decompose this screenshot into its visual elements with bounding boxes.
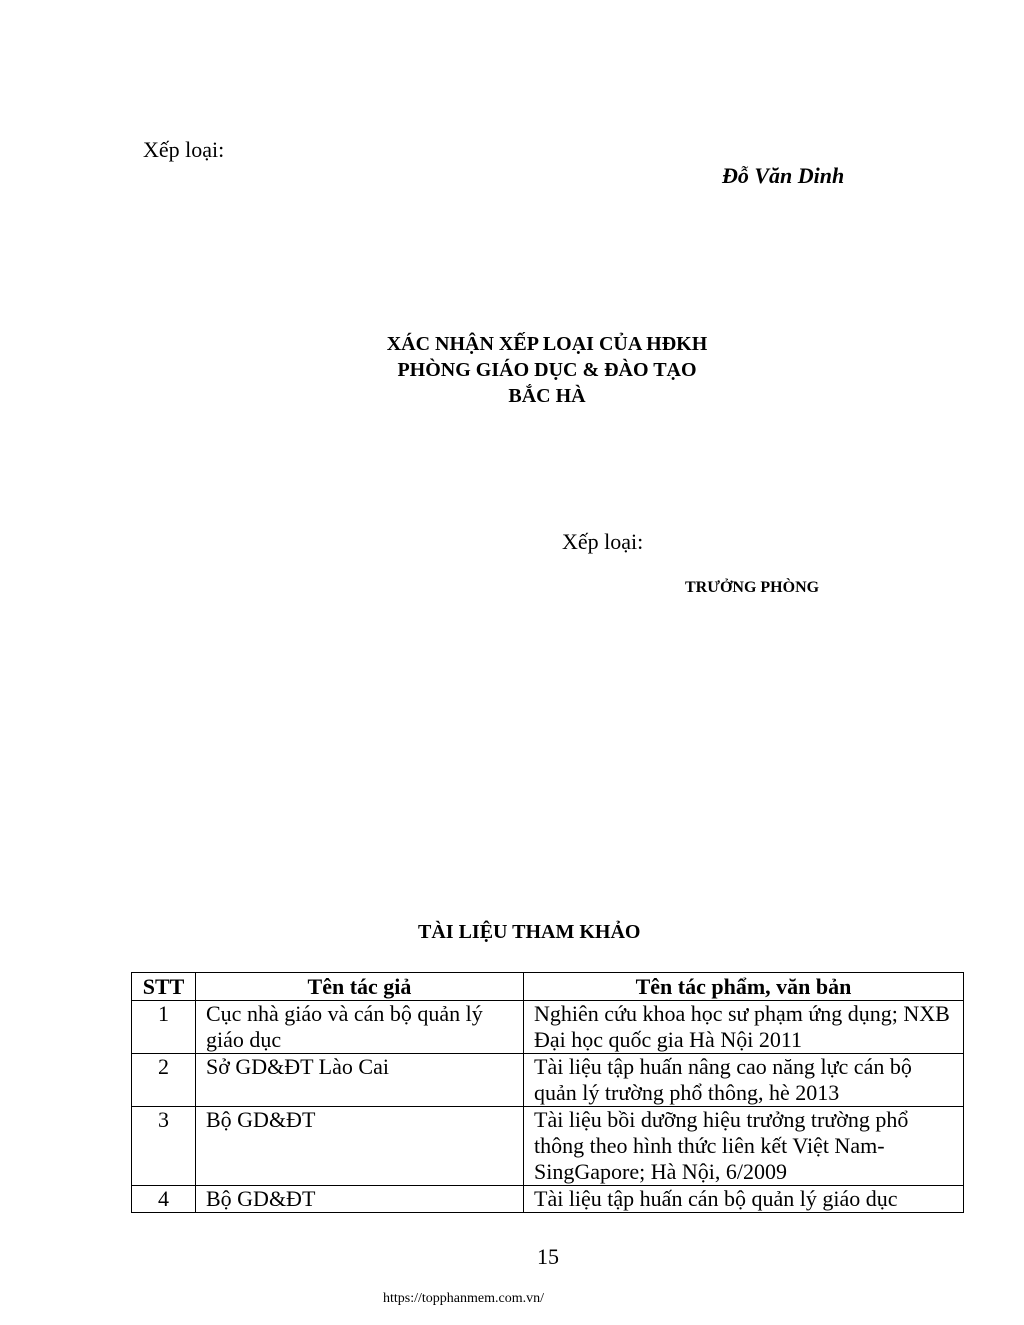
table-row xyxy=(132,1186,964,1213)
table-row xyxy=(132,1054,964,1107)
row-author: Sở GD&ĐT Lào Cai xyxy=(196,1054,524,1107)
row-work: Tài liệu bồi dưỡng hiệu trưởng trường phổ thông theo hình thức liên kết Việt Nam-SingGapore; Hà Nội, 6/2009 xyxy=(524,1107,964,1186)
signer-name: Đỗ Văn Dinh xyxy=(722,163,845,188)
heading-line: PHÒNG GIÁO DỤC & ĐÀO TẠO xyxy=(397,359,697,381)
row-work: Tài liệu tập huấn cán bộ quản lý giáo dục xyxy=(524,1186,964,1213)
row-author: Bộ GD&ĐT xyxy=(196,1107,524,1186)
table-row xyxy=(132,1001,964,1054)
signer-title: TRƯỞNG PHÒNG xyxy=(685,579,820,596)
footer-url[interactable]: https://topphanmem.com.vn/ xyxy=(383,1291,544,1306)
row-author: Cục nhà giáo và cán bộ quản lý giáo dục xyxy=(196,1001,524,1054)
row-author: Bộ GD&ĐT xyxy=(196,1186,524,1213)
references-title: TÀI LIỆU THAM KHẢO xyxy=(418,921,641,943)
row-stt: 3 xyxy=(132,1107,196,1186)
confirmation-heading xyxy=(300,331,794,409)
page-number: 15 xyxy=(537,1244,559,1269)
header-stt: STT xyxy=(132,973,196,1001)
references-table xyxy=(131,972,964,1213)
confirmation-xep-loai-label: Xếp loại: xyxy=(562,529,644,554)
table-header-row xyxy=(132,973,964,1001)
row-work: Nghiên cứu khoa học sư phạm ứng dụng; NXB Đại học quốc gia Hà Nội 2011 xyxy=(524,1001,964,1054)
row-stt: 2 xyxy=(132,1054,196,1107)
heading-line: XÁC NHẬN XẾP LOẠI CỦA HĐKH xyxy=(386,333,708,355)
row-work: Tài liệu tập huấn nâng cao năng lực cán bộ quản lý trường phổ thông, hè 2013 xyxy=(524,1054,964,1107)
header-author: Tên tác giả xyxy=(196,973,524,1001)
table-row xyxy=(132,1107,964,1186)
row-stt: 4 xyxy=(132,1186,196,1213)
row-stt: 1 xyxy=(132,1001,196,1054)
xep-loai-label: Xếp loại: xyxy=(143,137,225,162)
header-work: Tên tác phẩm, văn bản xyxy=(524,973,964,1001)
heading-line: BẮC HÀ xyxy=(508,385,586,407)
